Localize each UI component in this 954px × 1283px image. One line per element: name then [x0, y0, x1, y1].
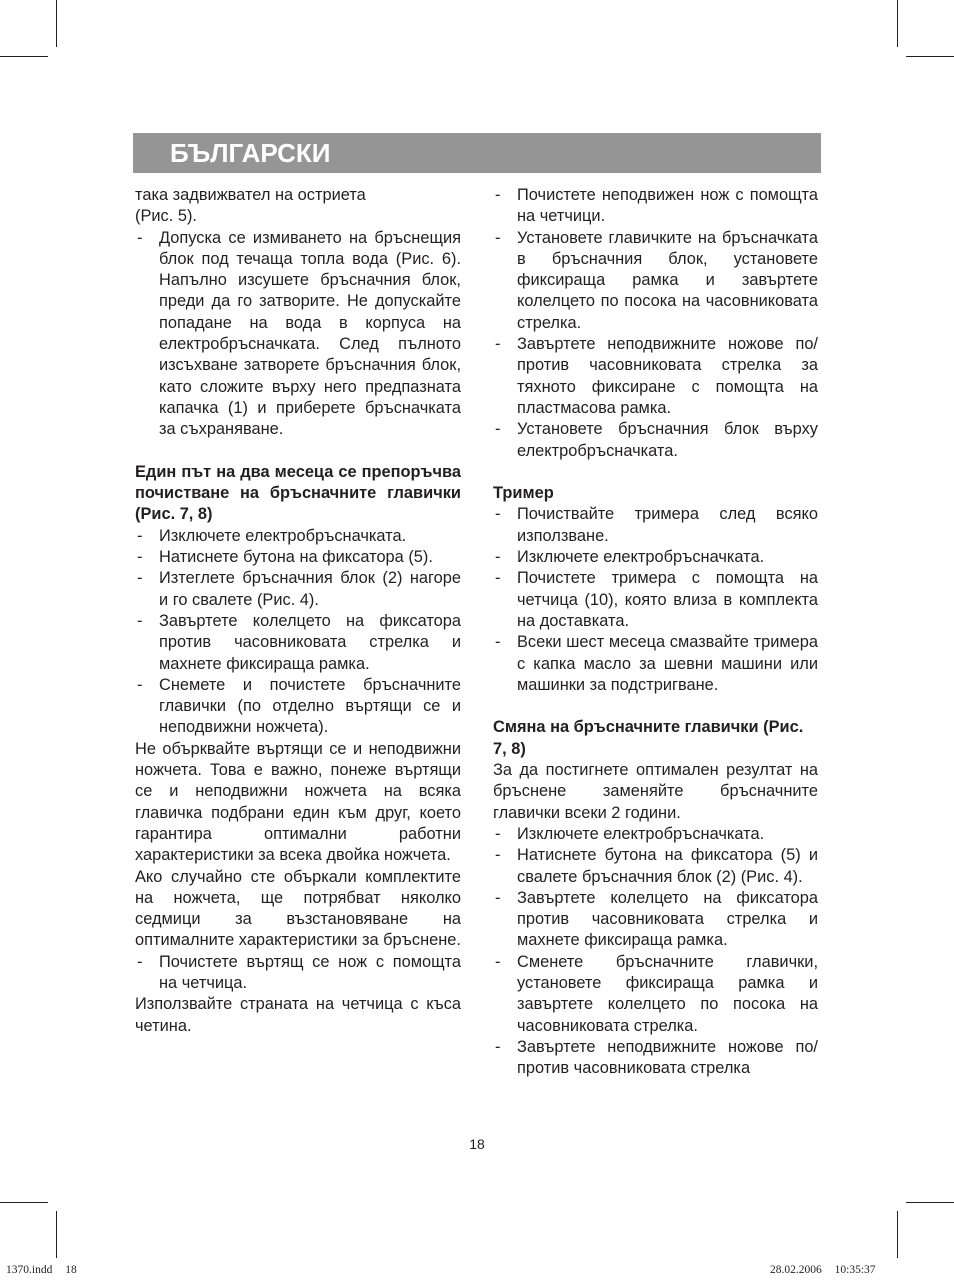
crop-mark [56, 0, 57, 47]
crop-mark [897, 0, 898, 47]
list-item: - Завъртете колелцето на фиксатора против часовниковата стрелка и махнете фиксираща рамка. [493, 888, 818, 952]
list-item: - Установете главичките на бръсначката в бръсначния блок, установете фиксираща рамка и завъртете колелцето по посока на часовниковата стрелка. [493, 228, 818, 334]
list-item: - Установете бръсначния блок върху електробръсначката. [493, 419, 818, 462]
brush-list [135, 952, 461, 995]
list-item: - Почистете тримера с помощта на четчица (10), която влиза в комплекта на доставката. [493, 568, 818, 632]
list-item: - Изключете електробръсначката. [493, 824, 818, 845]
replace-list [493, 824, 818, 1080]
slug-file-name: 1370.indd [6, 1264, 53, 1276]
crop-mark [906, 1202, 954, 1203]
list-item: - Завъртете колелцето на фиксатора против часовниковата стрелка и махнете фиксираща рамка. [135, 611, 461, 675]
note-paragraph: Не обърквайте въртящи се и неподвижни ножчета. Това е важно, понеже въртящи се и неподвижни ножчета на всяка главичка подбрани един към друг, което гарантира оптимални работни характеристики за всека двойка ножчета. [135, 739, 461, 865]
list-item: - Натиснете бутона на фиксатора (5). [135, 547, 461, 568]
language-title: БЪЛГАРСКИ [170, 138, 331, 168]
continued-line: така задвижвател на остриета [135, 186, 366, 204]
replace-heading: Смяна на бръсначните главички (Рис. 7, 8) [493, 718, 804, 758]
list-item: - Завъртете неподвижните ножове по/против часовниковата стрелка [493, 1037, 818, 1080]
list-item: - Снемете и почистете бръсначните главички (по отделно въртящи се и неподвижни ножчета). [135, 675, 461, 739]
list-item: - Всеки шест месеца смазвайте тримера с капка масло за шевни машини или машинки за подстригване. [493, 632, 818, 696]
replace-intro: За да постигнете оптимален резултат на бръснене заменяйте бръсначните главички всеки 2 години. [493, 761, 818, 822]
list-item: - Почистете въртящ се нож с помощта на четчица. [135, 952, 461, 995]
crop-mark [0, 1202, 48, 1203]
list-item: - Сменете бръсначните главички, установете фиксираща рамка и завъртете колелцето по посока на часовниковата стрелка. [493, 952, 818, 1037]
language-header-bar [133, 133, 821, 173]
crop-mark [897, 1211, 898, 1258]
list-item: - Почиствайте тримера след всяко използване. [493, 504, 818, 547]
list-item: - Изключете електробръсначката. [135, 526, 461, 547]
trimmer-list [493, 504, 818, 696]
page-number: 18 [469, 1136, 485, 1152]
trimmer-heading: Тример [493, 484, 554, 503]
cleaning-steps-list [135, 526, 461, 739]
note-paragraph: Използвайте страната на четчица с къса четина. [135, 995, 461, 1035]
list-item: - Почистете неподвижен нож с помощта на четчици. [493, 185, 818, 228]
list-item: - Допуска се измиването на бръснещия блок под течаща топла вода (Рис. 6). Напълно изсушете бръсначния блок, преди да го затворите. Не допускайте попадане на вода в корпуса на електробръсначката. След пълното изсъхване затворете бръсначния блок, като сложите върху него предпазната капачка (1) и приберете бръсначката за съхраняване. [135, 228, 461, 441]
slug-file-info [6, 1263, 77, 1277]
list-item: - Завъртете неподвижните ножове по/против часовниковата стрелка за тяхното фиксиране с помощта на пластмасова рамка. [493, 334, 818, 419]
left-column [135, 185, 461, 1037]
continued-line: (Рис. 5). [135, 207, 197, 226]
note-paragraph: Ако случайно сте объркали комплектите на ножчета, ще потрябват няколко седмици за възстановяване на оптималните характеристики за бръснене. [135, 867, 461, 950]
assembly-list [493, 185, 818, 462]
cleaning-heading: Един път на два месеца се препоръчва почистване на бръсначните главички (Рис. 7, 8) [135, 462, 461, 524]
crop-mark [56, 1211, 57, 1258]
slug-timestamp [770, 1263, 876, 1277]
list-item: - Изтеглете бръсначния блок (2) нагоре и го свалете (Рис. 4). [135, 568, 461, 611]
list-item: - Изключете електробръсначката. [493, 547, 818, 568]
list-item: - Натиснете бутона на фиксатора (5) и свалете бръсначния блок (2) (Рис. 4). [493, 845, 818, 888]
wash-list [135, 228, 461, 441]
crop-mark [906, 56, 954, 57]
crop-mark [0, 56, 48, 57]
right-column [493, 185, 818, 1079]
slug-date: 28.02.2006 [770, 1264, 822, 1276]
slug-time: 10:35:37 [834, 1264, 876, 1276]
slug-page: 18 [65, 1264, 77, 1276]
